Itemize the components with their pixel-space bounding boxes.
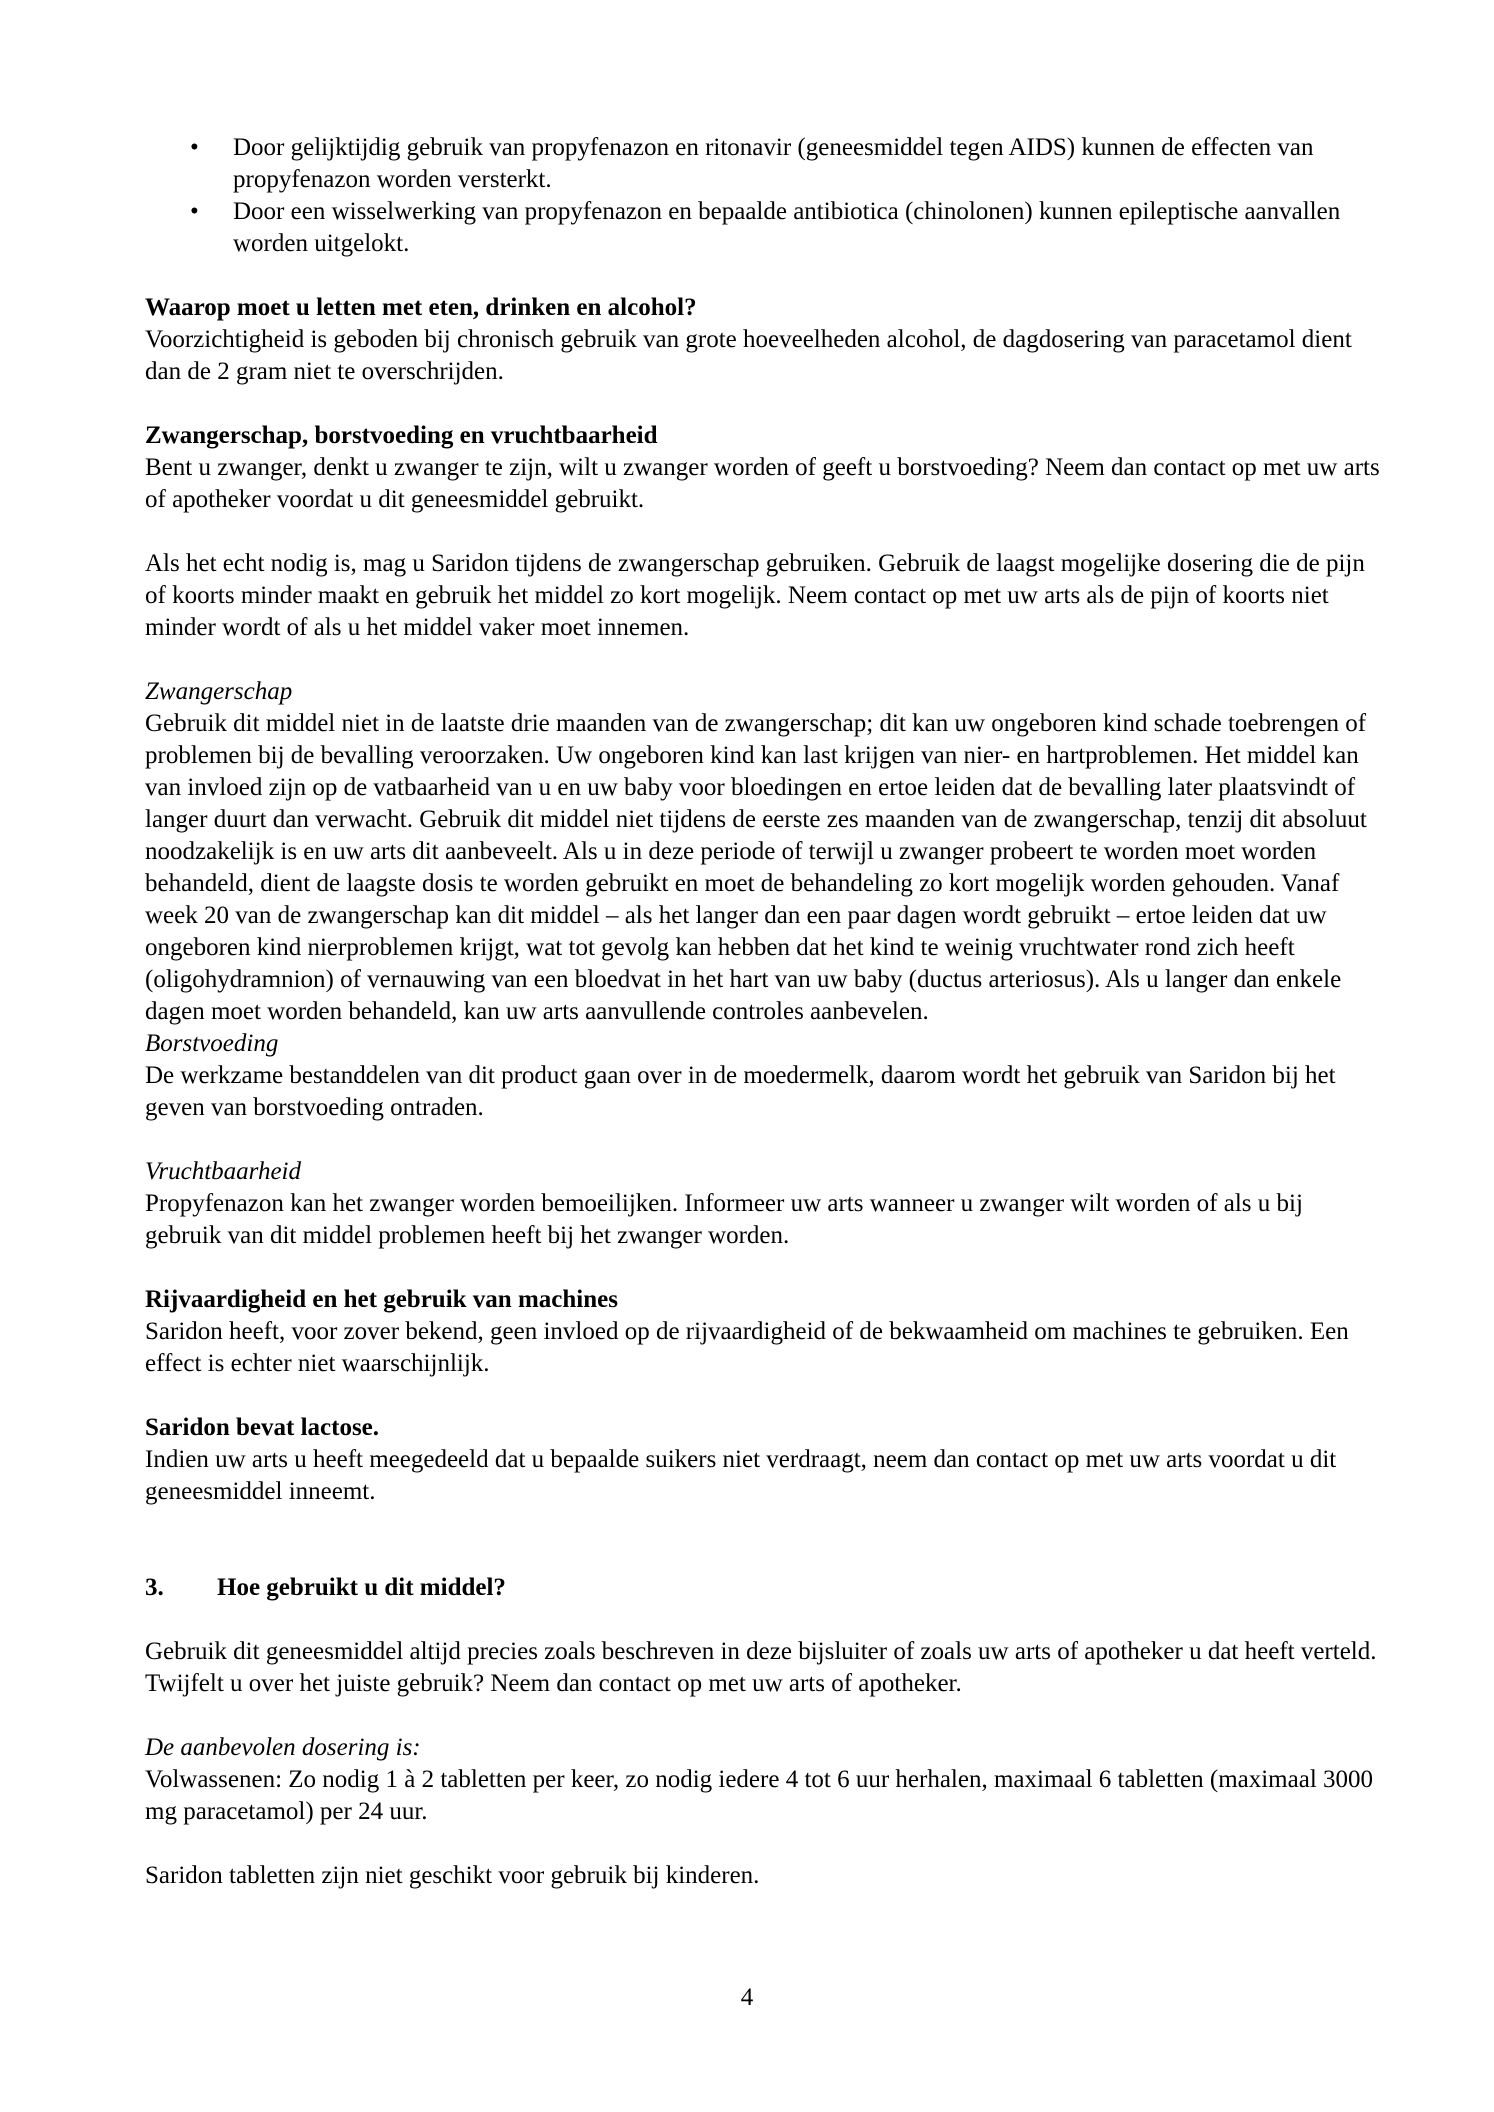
paragraph-children-note: Saridon tabletten zijn niet geschikt voor gebruik bij kinderen. — [145, 1862, 760, 1889]
section-heading-driving-machines: Rijvaardigheid en het gebruik van machines — [145, 1286, 618, 1313]
paragraph-food-drink-alcohol: Voorzichtigheid is geboden bij chronisch gebruik van grote hoeveelheden alcohol, de dagdosering van paracetamol dient dan de 2 gram niet te overschrijden. — [145, 326, 1352, 385]
subsection-heading-dosage: De aanbevolen dosering is: — [145, 1734, 421, 1761]
section-heading-pregnancy: Zwangerschap, borstvoeding en vruchtbaarheid — [145, 422, 658, 449]
paragraph-zwangerschap: Gebruik dit middel niet in de laatste drie maanden van de zwangerschap; dit kan uw ongeboren kind schade toebrengen of problemen bij de bevalling veroorzaken. Uw ongeboren kind kan last krijgen van nier- en hartproblemen. Het middel kan van invloed zijn op de vatbaarheid van u en uw baby voor bloedingen en ertoe leiden dat de bevalling later plaatsvindt of langer duurt dan verwacht. Gebruik dit middel niet tijdens de eerste zes maanden van de zwangerschap, tenzij dit absoluut noodzakelijk is en uw arts dit aanbeveelt. Als u in deze periode of terwijl u zwanger probeert te worden moet worden behandeld, dient de laagste dosis te worden gebruikt en moet de behandeling zo kort mogelijk worden gehouden. Vanaf week 20 van de zwangerschap kan dit middel – als het langer dan een paar dagen wordt gebruikt – ertoe leiden dat uw ongeboren kind nierproblemen krijgt, wat tot gevolg kan hebben dat het kind te weinig vruchtwater rond zich heeft (oligohydramnion) of vernauwing van een bloedvat in het hart van uw baby (ductus arteriosus). Als u langer dan enkele dagen moet worden behandeld, kan uw arts aanvullende controles aanbevelen. — [145, 710, 1367, 1025]
paragraph-driving-machines: Saridon heeft, voor zover bekend, geen invloed op de rijvaardigheid of de bekwaamheid om machines te gebruiken. Een effect is echter niet waarschijnlijk. — [145, 1318, 1349, 1377]
subsection-heading-vruchtbaarheid: Vruchtbaarheid — [145, 1158, 302, 1185]
page-number: 4 — [740, 1984, 754, 2011]
subsection-heading-zwangerschap: Zwangerschap — [145, 678, 293, 705]
bullet-icon: • — [190, 134, 199, 161]
section-number: 3. — [145, 1574, 164, 1601]
subsection-heading-borstvoeding: Borstvoeding — [145, 1030, 279, 1057]
section-heading-lactose: Saridon bevat lactose. — [145, 1414, 380, 1441]
section-title: Hoe gebruikt u dit middel? — [217, 1574, 506, 1601]
list-item-text: Door gelijktijdig gebruik van propyfenazon en ritonavir (geneesmiddel tegen AIDS) kunnen de effecten van propyfenazon worden versterkt. — [233, 134, 1314, 193]
section-heading-food-drink-alcohol: Waarop moet u letten met eten, drinken en alcohol? — [145, 294, 697, 321]
section-3-heading — [145, 1572, 1385, 1604]
paragraph-pregnancy-advice: Als het echt nodig is, mag u Saridon tijdens de zwangerschap gebruiken. Gebruik de laagst mogelijke dosering die de pijn of koorts minder maakt en gebruik het middel zo kort mogelijk. Neem contact op met uw arts als de pijn of koorts niet minder wordt of als u het middel vaker moet innemen. — [145, 550, 1365, 641]
bullet-icon: • — [190, 198, 199, 225]
paragraph-vruchtbaarheid: Propyfenazon kan het zwanger worden bemoeilijken. Informeer uw arts wanneer u zwanger wilt worden of als u bij gebruik van dit middel problemen heeft bij het zwanger worden. — [145, 1190, 1303, 1249]
paragraph-usage-intro: Gebruik dit geneesmiddel altijd precies zoals beschreven in deze bijsluiter of zoals uw arts of apotheker u dat heeft verteld. Twijfelt u over het juiste gebruik? Neem dan contact op met uw arts of apotheker. — [145, 1638, 1377, 1697]
list-item — [145, 132, 1385, 196]
paragraph-pregnancy-intro: Bent u zwanger, denkt u zwanger te zijn, wilt u zwanger worden of geeft u borstvoeding? Neem dan contact op met uw arts of apotheker voordat u dit geneesmiddel gebruikt. — [145, 454, 1380, 513]
bullet-list — [145, 132, 1385, 260]
paragraph-borstvoeding: De werkzame bestanddelen van dit product gaan over in de moedermelk, daarom wordt het gebruik van Saridon bij het geven van borstvoeding ontraden. — [145, 1062, 1336, 1121]
list-item — [145, 196, 1385, 260]
paragraph-dosage: Volwassenen: Zo nodig 1 à 2 tabletten per keer, zo nodig iedere 4 tot 6 uur herhalen, maximaal 6 tabletten (maximaal 3000 mg paracetamol) per 24 uur. — [145, 1766, 1374, 1825]
page-content — [145, 132, 1385, 1892]
paragraph-lactose: Indien uw arts u heeft meegedeeld dat u bepaalde suikers niet verdraagt, neem dan contact op met uw arts voordat u dit geneesmiddel inneemt. — [145, 1446, 1337, 1505]
list-item-text: Door een wisselwerking van propyfenazon en bepaalde antibiotica (chinolonen) kunnen epileptische aanvallen worden uitgelokt. — [233, 198, 1341, 257]
